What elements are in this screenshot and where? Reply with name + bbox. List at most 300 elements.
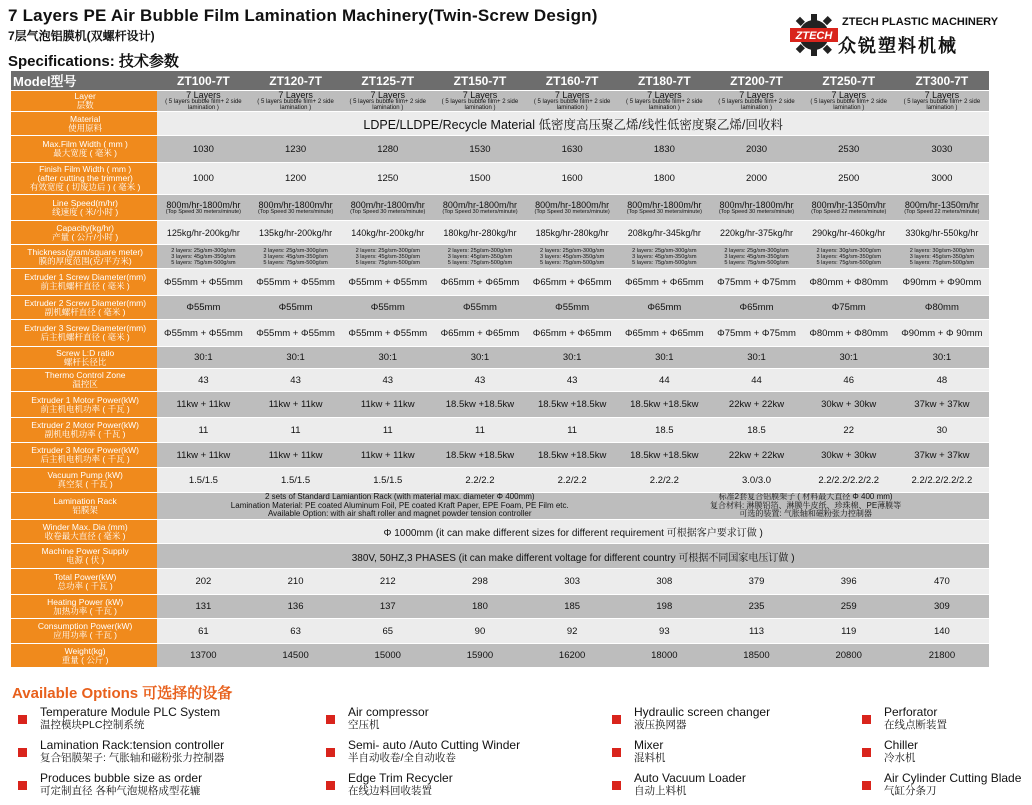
option-name-en: Perforator xyxy=(884,705,938,719)
cell: 2 layers: 25g/sm-300g/sm 3 layers: 45g/sm-350g/sm 5 layers: 75g/sm-500g/sm xyxy=(434,245,526,269)
cell: Φ80mm xyxy=(895,296,989,320)
cell: 30:1 xyxy=(710,347,802,369)
option-name-en: Chiller xyxy=(884,738,919,752)
table-header-row xyxy=(11,71,989,91)
cell: 13700 xyxy=(157,644,249,668)
cell: 30kw + 30kw xyxy=(803,392,895,418)
cell: 1230 xyxy=(249,136,341,163)
row-label: Line Speed(m/hr) 线速度 ( 米/小时 ) xyxy=(11,195,157,221)
page-subtitle: 7层气泡铝膜机(双螺杆设计) xyxy=(8,29,155,43)
cell: 125kg/hr-200kg/hr xyxy=(157,221,249,245)
cell: Φ65mm xyxy=(710,296,802,320)
cell: 396 xyxy=(803,569,895,595)
speed-range: 800m/hr-1800m/hr xyxy=(535,199,610,210)
cell: 208kg/hr-345kg/hr xyxy=(618,221,710,245)
cell: Φ55mm + Φ55mm xyxy=(342,269,434,296)
row-label: Extruder 1 Screw Diameter(mm) 前主机螺杆直径 ( 毫米 ) xyxy=(11,269,157,296)
cell: 119 xyxy=(803,619,895,644)
model-name: ZT300-7T xyxy=(895,71,989,91)
rack-value-cn: 标准2套复合铝膜架子 ( 材料最大直径 Φ 400 mm) 复合材料: 淋膜铝箔、淋膜牛皮纸、珍珠棉、PE薄膜等 可选的装置: 气胀轴和磁粉张力控制器 xyxy=(618,493,989,520)
cell: 11kw + 11kw xyxy=(157,392,249,418)
option-name-en: Mixer xyxy=(634,738,664,752)
cell: Φ65mm + Φ65mm xyxy=(618,269,710,296)
row-label: Total Power(kW) 总功率 ( 千瓦 ) xyxy=(11,569,157,595)
cell: 1.5/1.5 xyxy=(342,468,434,493)
cell: 30:1 xyxy=(342,347,434,369)
cell: 18000 xyxy=(618,644,710,668)
bullet-square-icon xyxy=(612,781,621,790)
option-name-en: Lamination Rack:tension controller xyxy=(40,738,225,752)
cell: 185kg/hr-280kg/hr xyxy=(526,221,618,245)
option-name-cn: 空压机 xyxy=(348,719,380,731)
layer-note: ( 5 layers bubble film+ 2 side lamination ) xyxy=(165,99,242,111)
cell: Φ75mm + Φ75mm xyxy=(710,269,802,296)
speed-note: (Top Speed 30 meters/minute) xyxy=(257,208,334,215)
layer-note: ( 5 layers bubble film+ 2 side lamination ) xyxy=(441,99,519,111)
cell xyxy=(803,91,895,112)
cell: Φ65mm + Φ65mm xyxy=(618,320,710,347)
option-name-en: Produces bubble size as order xyxy=(40,771,203,785)
cell: 259 xyxy=(803,595,895,619)
cell: 2000 xyxy=(710,163,802,195)
cell xyxy=(434,195,526,221)
row-label: Heating Power (kW) 加热功率 ( 千瓦 ) xyxy=(11,595,157,619)
table-row xyxy=(11,347,989,369)
option-name-cn: 在线点断装置 xyxy=(884,719,947,731)
cell: 2.2/2.2 xyxy=(618,468,710,493)
cell: 92 xyxy=(526,619,618,644)
cell: 1830 xyxy=(618,136,710,163)
speed-note: (Top Speed 30 meters/minute) xyxy=(350,208,426,215)
speed-range: 800m/hr-1800m/hr xyxy=(442,199,517,210)
option-name-cn: 复合铝膜架子: 气胀轴和磁粉张力控制器 xyxy=(40,752,225,764)
layer-note: ( 5 layers bubble film+ 2 side lamination ) xyxy=(533,99,611,111)
cell: 15900 xyxy=(434,644,526,668)
logo-text-en: ZTECH PLASTIC MACHINERY xyxy=(842,16,999,28)
speed-range: 800m/hr-1800m/hr xyxy=(627,199,702,210)
cell xyxy=(342,91,434,112)
cell: 18.5 xyxy=(710,418,802,443)
bullet-square-icon xyxy=(862,748,871,757)
cell: 212 xyxy=(342,569,434,595)
cell: 290kg/hr-460kg/hr xyxy=(803,221,895,245)
cell: 30:1 xyxy=(895,347,989,369)
bullet-square-icon xyxy=(18,781,27,790)
cell: 65 xyxy=(342,619,434,644)
cell: 379 xyxy=(710,569,802,595)
speed-range: 800m/hr-1800m/hr xyxy=(350,199,425,210)
cell: 303 xyxy=(526,569,618,595)
rack-value-en: 2 sets of Standard Lamiantion Rack (with material max. diameter Φ 400mm) Lamination Material: PE coated Aluminum Foil, PE coated Kraft Paper, EPE Foam, PE Film etc. Available Option: with air shaft roller and magnet powder tension controller xyxy=(157,493,618,520)
cell: 113 xyxy=(710,619,802,644)
cell: 30kw + 30kw xyxy=(803,443,895,468)
cell: 30:1 xyxy=(249,347,341,369)
cell: 3030 xyxy=(895,136,989,163)
layer-count: 7 Layers xyxy=(278,90,313,100)
row-label: Consumption Power(kW) 应用功率 ( 千瓦 ) xyxy=(11,619,157,644)
model-name: ZT160-7T xyxy=(526,71,618,91)
layer-note: ( 5 layers bubble film+ 2 side lamination ) xyxy=(257,99,334,111)
cell: 18.5kw +18.5kw xyxy=(526,392,618,418)
layer-count: 7 Layers xyxy=(831,90,866,100)
cell: Φ55mm xyxy=(249,296,341,320)
speed-range: 800m/hr-1800m/hr xyxy=(258,199,333,210)
cell: 198 xyxy=(618,595,710,619)
model-name: ZT200-7T xyxy=(710,71,802,91)
cell: 30:1 xyxy=(434,347,526,369)
cell: Φ65mm + Φ65mm xyxy=(526,269,618,296)
cell: 1630 xyxy=(526,136,618,163)
option-name-en: Temperature Module PLC System xyxy=(40,705,221,719)
speed-note: (Top Speed 22 meters/minute) xyxy=(904,208,980,215)
cell: 1200 xyxy=(249,163,341,195)
cell: Φ75mm + Φ75mm xyxy=(710,320,802,347)
cell: 44 xyxy=(618,369,710,392)
cell: 18.5kw +18.5kw xyxy=(526,443,618,468)
cell: Φ80mm + Φ80mm xyxy=(803,320,895,347)
table-row xyxy=(11,136,989,163)
cell: Φ90mm + Φ 90mm xyxy=(895,320,989,347)
cell: 298 xyxy=(434,569,526,595)
table-row xyxy=(11,91,989,112)
cell: 3000 xyxy=(895,163,989,195)
cell: 202 xyxy=(157,569,249,595)
layer-count: 7 Layers xyxy=(924,90,960,100)
cell: 2 layers: 25g/sm-300g/sm 3 layers: 45g/sm-350g/sm 5 layers: 75g/sm-500g/sm xyxy=(342,245,434,269)
specifications-table xyxy=(11,71,989,668)
option-name-en: Edge Trim Recycler xyxy=(348,771,453,785)
row-label: Machine Power Supply 电源 ( 伏 ) xyxy=(11,544,157,569)
cell: 330kg/hr-550kg/hr xyxy=(895,221,989,245)
table-row xyxy=(11,296,989,320)
cell: 21800 xyxy=(895,644,989,668)
cell: 37kw + 37kw xyxy=(895,443,989,468)
bullet-square-icon xyxy=(862,715,871,724)
cell xyxy=(895,91,989,112)
option-name-cn: 液压换网器 xyxy=(634,719,687,731)
cell xyxy=(526,91,618,112)
option-name-cn: 混料机 xyxy=(634,752,666,764)
cell: 90 xyxy=(434,619,526,644)
layer-count: 7 Layers xyxy=(554,90,590,100)
cell: 18.5kw +18.5kw xyxy=(434,443,526,468)
cell: 2 layers: 25g/sm-300g/sm 3 layers: 45g/sm-350g/sm 5 layers: 75g/sm-500g/sm xyxy=(157,245,249,269)
cell: 22kw + 22kw xyxy=(710,443,802,468)
layer-note: ( 5 layers bubble film+ 2 side lamination ) xyxy=(626,99,703,111)
table-row xyxy=(11,644,989,668)
cell: 11 xyxy=(526,418,618,443)
cell xyxy=(249,195,341,221)
row-label: Extruder 2 Screw Diameter(mm) 副机螺杆直径 ( 毫米 ) xyxy=(11,296,157,320)
layer-count: 7 Layers xyxy=(647,90,682,100)
cell: 1.5/1.5 xyxy=(157,468,249,493)
layer-note: ( 5 layers bubble film+ 2 side lamination ) xyxy=(718,99,795,111)
speed-range: 800m/hr-1350m/hr xyxy=(904,199,979,210)
cell: Φ65mm + Φ65mm xyxy=(434,320,526,347)
cell: 43 xyxy=(342,369,434,392)
cell: 48 xyxy=(895,369,989,392)
cell: 2 layers: 30g/sm-300g/sm 3 layers: 45g/sm-350g/sm 5 layers: 75g/sm-500g/sm xyxy=(895,245,989,269)
speed-note: (Top Speed 22 meters/minute) xyxy=(811,208,887,215)
option-name-cn: 自动上料机 xyxy=(634,785,687,797)
table-row xyxy=(11,245,989,269)
cell: 2530 xyxy=(803,136,895,163)
model-header: Model型号 xyxy=(11,71,157,91)
table-row xyxy=(11,221,989,245)
model-name: ZT125-7T xyxy=(342,71,434,91)
cell xyxy=(710,195,802,221)
cell: 18.5kw +18.5kw xyxy=(618,392,710,418)
cell: 46 xyxy=(803,369,895,392)
cell: 30:1 xyxy=(803,347,895,369)
bullet-square-icon xyxy=(326,781,335,790)
speed-note: (Top Speed 30 meters/minute) xyxy=(718,208,795,215)
cell: 2030 xyxy=(710,136,802,163)
cell: 44 xyxy=(710,369,802,392)
table-row xyxy=(11,443,989,468)
row-label: Thermo Control Zone 温控区 xyxy=(11,369,157,392)
cell: Φ55mm xyxy=(157,296,249,320)
table-row xyxy=(11,520,989,544)
layer-note: ( 5 layers bubble film+ 2 side lamination ) xyxy=(810,99,887,111)
layer-note: ( 5 layers bubble film+ 2 side lamination ) xyxy=(903,99,981,111)
table-row xyxy=(11,269,989,296)
cell: Φ65mm + Φ65mm xyxy=(526,320,618,347)
bullet-square-icon xyxy=(862,781,871,790)
cell: 1030 xyxy=(157,136,249,163)
option-name-cn: 半自动收卷/全自动收卷 xyxy=(348,752,456,764)
cell: 220kg/hr-375kg/hr xyxy=(710,221,802,245)
cell: 185 xyxy=(526,595,618,619)
cell xyxy=(157,195,249,221)
layer-count: 7 Layers xyxy=(370,90,406,100)
option-name-cn: 可定制直径 各种气泡规格成型花辘 xyxy=(40,785,201,797)
cell: 2 layers: 30g/sm-300g/sm 3 layers: 45g/sm-350g/sm 5 layers: 75g/sm-500g/sm xyxy=(803,245,895,269)
logo-text-cn: 众锐塑料机械 xyxy=(838,36,958,57)
cell: Φ55mm + Φ55mm xyxy=(342,320,434,347)
cell: 43 xyxy=(249,369,341,392)
speed-note: (Top Speed 30 meters/minute) xyxy=(626,208,702,215)
cell: 1280 xyxy=(342,136,434,163)
cell: 1500 xyxy=(434,163,526,195)
cell: 309 xyxy=(895,595,989,619)
cell: 210 xyxy=(249,569,341,595)
logo-mark: ZTECH xyxy=(795,30,833,42)
cell: 1800 xyxy=(618,163,710,195)
cell: 137 xyxy=(342,595,434,619)
winder-value: Φ 1000mm (it can make different sizes for different requirement 可根据客户要求订做 ) xyxy=(157,520,989,544)
cell xyxy=(895,195,989,221)
cell: 11kw + 11kw xyxy=(249,392,341,418)
cell: 308 xyxy=(618,569,710,595)
bullet-square-icon xyxy=(612,748,621,757)
row-label: Material 使用原料 xyxy=(11,112,157,136)
material-value: LDPE/LLDPE/Recycle Material 低密度高压聚乙烯/线性低密度聚乙烯/回收料 xyxy=(157,112,989,136)
row-label: Extruder 1 Motor Power(kW) 前主机电机功率 ( 千瓦 ) xyxy=(11,392,157,418)
cell: 180 xyxy=(434,595,526,619)
layer-count: 7 Layers xyxy=(462,90,498,100)
cell xyxy=(342,195,434,221)
option-name-en: Air Cylinder Cutting Blade xyxy=(884,771,1022,785)
row-label: Vacuum Pump (kW) 真空泵 ( 千瓦 ) xyxy=(11,468,157,493)
cell: 30:1 xyxy=(618,347,710,369)
cell: 15000 xyxy=(342,644,434,668)
cell xyxy=(526,195,618,221)
cell xyxy=(803,195,895,221)
cell: 2500 xyxy=(803,163,895,195)
cell: 18500 xyxy=(710,644,802,668)
cell: 11 xyxy=(434,418,526,443)
cell: 11 xyxy=(342,418,434,443)
cell: 140kg/hr-200kg/hr xyxy=(342,221,434,245)
cell: 18.5 xyxy=(618,418,710,443)
cell: 470 xyxy=(895,569,989,595)
cell: 16200 xyxy=(526,644,618,668)
row-label: Extruder 3 Screw Diameter(mm) 后主机螺杆直径 ( 毫米 ) xyxy=(11,320,157,347)
gear-logo-icon xyxy=(790,12,838,58)
cell: 14500 xyxy=(249,644,341,668)
company-logo xyxy=(790,12,1030,58)
cell: 1600 xyxy=(526,163,618,195)
layer-count: 7 Layers xyxy=(739,90,774,100)
cell: Φ55mm + Φ55mm xyxy=(249,320,341,347)
row-label: Capacity(kg/hr) 产量 ( 公斤/小时 ) xyxy=(11,221,157,245)
cell: 11kw + 11kw xyxy=(157,443,249,468)
option-name-en: Hydraulic screen changer xyxy=(634,705,771,719)
cell: 93 xyxy=(618,619,710,644)
cell: 30 xyxy=(895,418,989,443)
model-name: ZT250-7T xyxy=(803,71,895,91)
cell: 2.2/2.2/2.2/2.2 xyxy=(803,468,895,493)
row-label: Thickness(gram/square meter) 膜的厚度范围(克/平方米) xyxy=(11,245,157,269)
table-row xyxy=(11,418,989,443)
cell: Φ55mm + Φ55mm xyxy=(249,269,341,296)
cell: 2 layers: 25g/sm-300g/sm 3 layers: 45g/sm-350g/sm 5 layers: 75g/sm-500g/sm xyxy=(618,245,710,269)
cell xyxy=(434,91,526,112)
row-label: Extruder 2 Motor Power(kW) 副机电机功率 ( 千瓦 ) xyxy=(11,418,157,443)
row-label: Weight(kg) 重量 ( 公斤 ) xyxy=(11,644,157,668)
bullet-square-icon xyxy=(18,715,27,724)
cell: 43 xyxy=(526,369,618,392)
table-row xyxy=(11,369,989,392)
option-name-cn: 气缸分条刀 xyxy=(884,785,937,797)
speed-note: (Top Speed 30 meters/minute) xyxy=(534,208,610,215)
row-label: Finish Film Width ( mm ) (after cutting the trimmer) 有效宽度 ( 切废边后 ) ( 毫米 ) xyxy=(11,163,157,195)
cell xyxy=(618,195,710,221)
cell: 30:1 xyxy=(526,347,618,369)
option-name-cn: 在线边料回收装置 xyxy=(348,785,432,797)
model-name: ZT120-7T xyxy=(249,71,341,91)
speed-note: (Top Speed 30 meters/minute) xyxy=(165,208,242,215)
cell: 1000 xyxy=(157,163,249,195)
cell: 2.2/2.2 xyxy=(526,468,618,493)
table-row xyxy=(11,493,989,520)
table-row xyxy=(11,195,989,221)
row-label: Screw L:D ratio 螺杆长径比 xyxy=(11,347,157,369)
cell: 43 xyxy=(434,369,526,392)
table-row xyxy=(11,392,989,418)
cell: 11kw + 11kw xyxy=(342,392,434,418)
table-row xyxy=(11,163,989,195)
cell xyxy=(710,91,802,112)
cell: Φ55mm xyxy=(342,296,434,320)
table-row xyxy=(11,112,989,136)
cell: 180kg/hr-280kg/hr xyxy=(434,221,526,245)
bullet-square-icon xyxy=(612,715,621,724)
table-row xyxy=(11,468,989,493)
row-label: Max.Film Width ( mm ) 最大宽度 ( 毫米 ) xyxy=(11,136,157,163)
cell: 61 xyxy=(157,619,249,644)
option-name-cn: 冷水机 xyxy=(884,752,916,764)
cell: Φ80mm + Φ80mm xyxy=(803,269,895,296)
cell: 37kw + 37kw xyxy=(895,392,989,418)
cell: 131 xyxy=(157,595,249,619)
cell: Φ90mm + Φ90mm xyxy=(895,269,989,296)
cell: 136 xyxy=(249,595,341,619)
option-name-en: Auto Vacuum Loader xyxy=(634,771,746,785)
cell: 22kw + 22kw xyxy=(710,392,802,418)
cell: 43 xyxy=(157,369,249,392)
cell: 2.2/2.2/2.2/2.2 xyxy=(895,468,989,493)
table-row xyxy=(11,619,989,644)
specifications-heading: Specifications: 技术参数 xyxy=(8,53,179,70)
row-label: Winder Max. Dia (mm) 收卷最大直径 ( 毫米 ) xyxy=(11,520,157,544)
bullet-square-icon xyxy=(326,748,335,757)
cell: Φ55mm xyxy=(434,296,526,320)
cell: 22 xyxy=(803,418,895,443)
speed-range: 800m/hr-1800m/hr xyxy=(719,199,794,210)
cell: Φ55mm xyxy=(526,296,618,320)
speed-range: 800m/hr-1350m/hr xyxy=(811,199,886,210)
cell: 20800 xyxy=(803,644,895,668)
cell: Φ75mm xyxy=(803,296,895,320)
cell: 135kg/hr-200kg/hr xyxy=(249,221,341,245)
layer-note: ( 5 layers bubble film+ 2 side lamination ) xyxy=(349,99,427,111)
row-label: Extruder 3 Motor Power(kW) 后主机电机功率 ( 千瓦 ) xyxy=(11,443,157,468)
cell: 1.5/1.5 xyxy=(249,468,341,493)
cell xyxy=(618,91,710,112)
cell: 30:1 xyxy=(157,347,249,369)
model-name: ZT100-7T xyxy=(157,71,249,91)
table-row xyxy=(11,320,989,347)
speed-range: 800m/hr-1800m/hr xyxy=(166,199,241,210)
speed-note: (Top Speed 30 meters/minute) xyxy=(442,208,518,215)
page-title: 7 Layers PE Air Bubble Film Lamination Machinery(Twin-Screw Design) xyxy=(8,6,598,25)
cell: 140 xyxy=(895,619,989,644)
cell: 63 xyxy=(249,619,341,644)
model-name: ZT180-7T xyxy=(618,71,710,91)
bullet-square-icon xyxy=(326,715,335,724)
bullet-square-icon xyxy=(18,748,27,757)
cell: 235 xyxy=(710,595,802,619)
cell: 1250 xyxy=(342,163,434,195)
cell: 1530 xyxy=(434,136,526,163)
power-supply-value: 380V, 50HZ,3 PHASES (it can make different voltage for different country 可根据不同国家电压订做 ) xyxy=(157,544,989,569)
cell: Φ65mm + Φ65mm xyxy=(434,269,526,296)
available-options-title: Available Options 可选择的设备 xyxy=(12,685,233,702)
cell: Φ65mm xyxy=(618,296,710,320)
cell xyxy=(157,91,249,112)
cell: 11kw + 11kw xyxy=(249,443,341,468)
cell xyxy=(249,91,341,112)
cell: 3.0/3.0 xyxy=(710,468,802,493)
layer-count: 7 Layers xyxy=(186,90,221,100)
cell: 11 xyxy=(157,418,249,443)
model-name: ZT150-7T xyxy=(434,71,526,91)
cell: Φ55mm + Φ55mm xyxy=(157,269,249,296)
cell: 2 layers: 25g/sm-300g/sm 3 layers: 45g/sm-350g/sm 5 layers: 75g/sm-500g/sm xyxy=(710,245,802,269)
table-row xyxy=(11,544,989,569)
